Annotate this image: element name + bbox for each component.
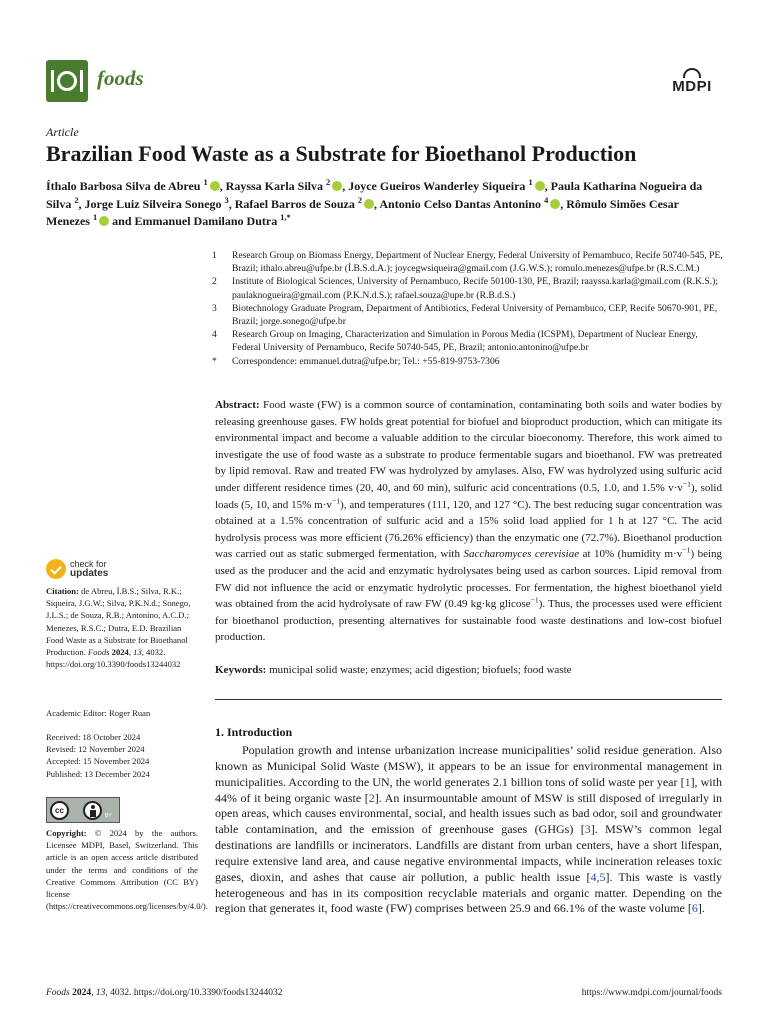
footer-year: 2024: [72, 988, 92, 998]
orcid-icon[interactable]: [364, 199, 374, 209]
affiliation-item: [212, 275, 724, 301]
author-affiliation-marker: 1: [528, 178, 533, 187]
citation-link[interactable]: 1: [684, 774, 691, 789]
orcid-icon[interactable]: [210, 181, 220, 191]
superscript: −1: [331, 495, 341, 505]
by-label: BY: [105, 813, 112, 819]
affiliation-item: [212, 355, 724, 368]
body-text: ], with 44% of it being organic waste [: [215, 774, 722, 805]
accepted-date: Accepted: 15 November 2024: [46, 756, 150, 767]
academic-editor: Academic Editor: Roger Ruan: [46, 708, 151, 718]
check-for-updates-badge[interactable]: [46, 557, 146, 581]
author-affiliation-marker: 1: [92, 213, 98, 222]
revised-date: Revised: 12 November 2024: [46, 744, 145, 755]
author-affiliation-marker: 2: [74, 195, 79, 205]
article-type: Article: [46, 125, 79, 139]
affiliation-number: *: [212, 355, 217, 367]
affiliation-text: Research Group on Imaging, Characterization and Simulation in Porous Media (ICSPM), Department of Nuclear Energy, Federal University of Pernambuco, Recife 50740-545, PE, Brazil; antonio.antonino@ufpe.br: [232, 329, 698, 354]
affiliation-text: Institute of Biological Sciences, University of Pernambuco, Recife 50100-130, PE, Brazil; raayssa.karla@gmail.com (R.K.S.); paulaknogueira@gmail.com (P.K.N.d.S.); rafael.souza@upe.br (R.B.d.S.): [232, 276, 719, 301]
author-affiliation-marker: 1: [203, 178, 208, 187]
copyright-label: Copyright:: [46, 828, 87, 838]
author-separator: and: [109, 214, 135, 228]
author-name: Rafael Barros de Souza: [234, 196, 355, 211]
body-text: ].: [697, 901, 705, 916]
orcid-icon[interactable]: [332, 181, 342, 191]
published-date: Published: 13 December 2024: [46, 768, 150, 779]
affiliation-number: 1: [212, 250, 217, 261]
species-name: Saccharomyces cerevisiae: [463, 548, 580, 561]
abstract: [215, 397, 722, 646]
check-badge-label: check for: [70, 559, 107, 569]
keywords-label: Keywords:: [215, 664, 267, 676]
affiliation-number: 3: [212, 302, 217, 314]
author-affiliation-marker: 4: [544, 195, 549, 205]
abstract-text: ), solid loads (5, 10, and 15% m·v: [215, 481, 722, 511]
cc-icon: cc: [50, 801, 69, 820]
received-date: Received: 18 October 2024: [46, 732, 141, 742]
journal-name: foods: [97, 66, 144, 90]
orcid-icon[interactable]: [535, 181, 545, 191]
citation-text: , 4032. https://doi.org/10.3390/foods13244032: [46, 647, 181, 670]
attribution-icon: [83, 801, 102, 820]
citation-link[interactable]: 3: [584, 822, 591, 837]
author-affiliation-marker: 1,*: [280, 213, 291, 222]
footer-citation: Foods 2024, 13, 4032. https://doi.org/10.3390/foods13244032: [46, 988, 283, 998]
introduction-paragraph: [215, 743, 722, 917]
author-name: Antonio Celso Dantas Antonino: [379, 196, 542, 211]
affiliation-item: [212, 302, 724, 328]
keywords-text: municipal solid waste; enzymes; acid digestion; biofuels; food waste: [269, 664, 572, 676]
author-affiliation-marker: 3: [224, 195, 229, 205]
publisher-name: MDPI: [672, 78, 712, 95]
check-badge-label: updates: [70, 568, 109, 579]
publication-dates: [46, 731, 198, 780]
orcid-icon[interactable]: [550, 199, 560, 209]
affiliation-text: Research Group on Biomass Energy, Department of Nuclear Energy, Federal University of Pernambuco, Recife 50740-545, PE, Brazil; ithalo.abreu@ufpe.br (Í.B.S.d.A.); joycegwsiqueira@gmail.com (J.G.W.S.); romulo.menezes@ufpe.br (R.S.C.M.): [232, 250, 723, 275]
citation-block: Citation: de Abreu, Í.B.S.; Silva, R.K.; Siqueira, J.G.W.; Silva, P.K.N.d.; Sonego, J.L.S.; de Souza, R.B.; Antonino, A.C.D.; Menezes, R.S.C.; Dutra, E.D. Brazilian Food Waste as a Substrate for Bioethanol Production. Foods 2024, 13, 4032. https://doi.org/10.3390/foods13244032: [46, 586, 191, 670]
affiliation-text: Biotechnology Graduate Program, Department of Antibiotics, Federal University of Pernambuco, CEP, Recife 50670-901, PE, Brazil; jorge.sonego@ufpe.br: [232, 302, 718, 328]
mdpi-arch-icon: [683, 68, 701, 78]
superscript: −1: [530, 595, 539, 605]
author-separator: ,: [219, 179, 226, 193]
section-heading: 1. Introduction: [215, 725, 293, 739]
citation-label: Citation:: [46, 586, 79, 596]
section-divider: [215, 699, 722, 700]
footer-doi: , 4032. https://doi.org/10.3390/foods13244032: [105, 988, 283, 998]
footer-volume: 13: [95, 988, 106, 998]
author-name: Rômulo Simões Cesar Menezes: [46, 196, 679, 228]
body-text: ]. MSW’s common legal destinations are landfills or incinerators. Landfills are distant from urban centers, have a short lifespan, require extensive land area, and cause negative environmental impacts, while incineration releases toxic gases, dioxin, and ashes that cause air pollution, a public health issue [: [215, 822, 722, 884]
citation-volume: 13: [133, 647, 142, 658]
citation-journal: Foods: [88, 647, 110, 658]
author-name: Jorge Luiz Silveira Sonego: [84, 196, 222, 211]
footer-journal-url[interactable]: https://www.mdpi.com/journal/foods: [581, 988, 722, 998]
abstract-text: at 10% (humidity m·v: [579, 548, 683, 561]
paper-title: Brazilian Food Waste as a Substrate for Bioethanol Production: [46, 141, 637, 166]
body-text: ]. This waste is vastly heterogeneous and has in its composition recyclable materials and organic matter. Depending on the region that generates it, food waste (FW) comprises between 25.9 and 66.1% of the waste volume [: [215, 869, 722, 916]
citation-text: de Abreu, Í.B.S.; Silva, R.K.; Siqueira, J.G.W.; Silva, P.K.N.d.; Sonego, J.L.S.; de Souza, R.B.; Antonino, A.C.D.; Menezes, R.S.C.; Dutra, E.D. Brazilian Food Waste as a Substrate for Bioethanol Production.: [46, 586, 191, 658]
plate-fork-knife-icon: [46, 60, 88, 102]
author-separator: ,: [342, 179, 349, 193]
affiliation-list: [212, 249, 724, 368]
author-name: Emmanuel Damilano Dutra: [134, 214, 278, 228]
footer-journal: Foods: [46, 988, 70, 998]
author-separator: ,: [228, 196, 235, 211]
orcid-icon[interactable]: [99, 216, 109, 226]
abstract-text: ). Thus, the processes used were efficient for bioethanol production, presenting alternatives for sustainable food waste destinations and low-cost biofuel production.: [215, 598, 722, 644]
check-updates-icon: [46, 559, 66, 579]
body-text: ]. An insurmountable amount of MSW is still disposed of irregularly in open areas, which causes environmental, social, and health issues such as bad odor, soil and groundwater table contamination, and the emission of greenhouse gases (GHGs) [: [215, 790, 722, 837]
author-affiliation-marker: 2: [326, 178, 331, 187]
keywords: [215, 664, 722, 676]
citation-link[interactable]: 2: [368, 790, 375, 805]
mdpi-logo: [664, 68, 720, 102]
abstract-label: Abstract:: [215, 399, 260, 411]
body-text: Population growth and intense urbanization increase municipalities’ solid residue generation. Also known as Municipal Solid Waste (MSW), it appears to be an issue for environmental management in municipalities. According to the UN, the world generates 2.1 billion tons of solid waste per year [: [215, 743, 722, 789]
author-name: Paula Katharina Nogueira da Silva: [46, 179, 703, 211]
superscript: −1: [682, 479, 691, 489]
abstract-text: Food waste (FW) is a common source of contamination, contaminating both soils and water bodies by releasing greenhouse gases. FW holds great potential for biofuel and bioproduct production, which can mitigate its environmental impact and become a valuable addition to the circular bioeconomy. Therefore, this work aimed to investigate the use of food waste as a substrate to produce fermentable sugars and bioethanol. FW was pretreated by lipid removal. Raw and treated FW was hydrolyzed by amylases. Also, FW was hydrolyzed using sulfuric acid under different residence times (20, 40, and 60 min), sulfuric acid concentrations (0.5, 1.0, and 1.5% v·v: [215, 399, 722, 494]
author-name: Rayssa Karla Silva: [225, 179, 324, 193]
abstract-text: ), and temperatures (111, 120, and 127 °C). The best reducing sugar concentration was obtained at a 1.5% concentration of sulfuric acid and a 15% solid load applied for 1 h at 127 °C. The acid hydrolysis process was more efficient (76.26% efficiency) than the enzymatic one (72.7%). Bioethanol production was carried out as static submerged fermentation, with: [215, 498, 722, 561]
citation-link[interactable]: 4,5: [590, 869, 606, 884]
affiliation-text: Correspondence: emmanuel.dutra@ufpe.br; Tel.: +55-819-9753-7306: [232, 355, 500, 367]
affiliation-item: [212, 249, 724, 275]
author-separator: ,: [560, 196, 567, 211]
author-name: Íthalo Barbosa Silva de Abreu: [46, 179, 201, 193]
author-name: Joyce Gueiros Wanderley Siqueira: [348, 179, 526, 193]
affiliation-number: 2: [212, 276, 217, 288]
citation-year: 2024: [111, 647, 129, 658]
copyright-block: [46, 827, 208, 912]
author-list: [46, 178, 722, 231]
affiliation-item: [212, 328, 724, 354]
author-separator: ,: [544, 179, 551, 193]
author-separator: ,: [78, 196, 85, 211]
copyright-text: © 2024 by the authors. Licensee MDPI, Basel, Switzerland. This article is an open access article distributed under the terms and conditions of the Creative Commons Attribution (CC BY) license (https://creativecommons.org/licenses/by/4.0/).: [46, 828, 208, 912]
author-separator: ,: [374, 196, 380, 211]
creative-commons-by-icon[interactable]: [46, 797, 120, 823]
affiliation-number: 4: [212, 329, 217, 341]
author-affiliation-marker: 2: [357, 195, 363, 205]
citation-link[interactable]: 6: [691, 901, 698, 916]
superscript: −1: [682, 545, 691, 555]
abstract-text: ) being used as the producer and the acid and enzymatic hydrolysates being used as carbon sources. Lipid removal from FW did not influence the acid or enzymatic hydrolytic processes. For fermentation, the highest bioethanol yield was obtained from the acid hydrolysate of raw FW (0.49 kg·kg glicose: [215, 548, 723, 611]
